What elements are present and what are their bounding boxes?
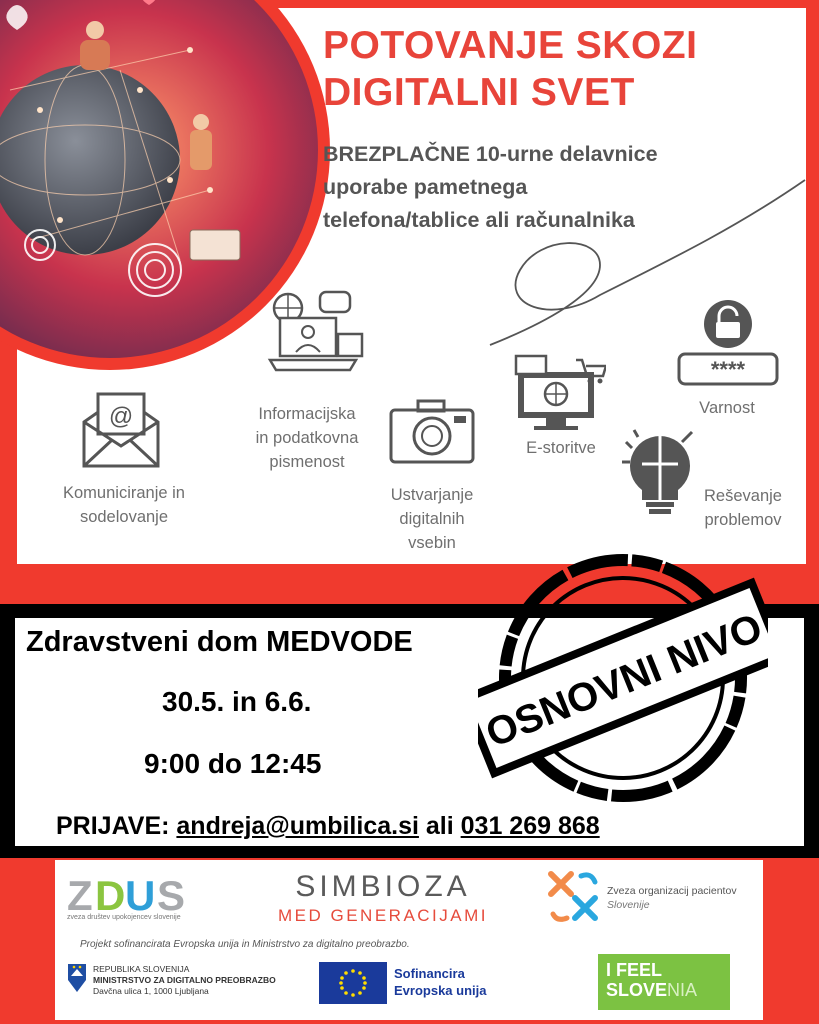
- topic-creation-line3: vsebin: [408, 534, 456, 552]
- zveza-subtitle: Slovenije: [607, 899, 650, 911]
- ministry-block: [93, 964, 276, 997]
- password-mask: ****: [710, 357, 746, 382]
- topic-information-literacy: [232, 402, 382, 474]
- eu-cofinancing-label: [394, 965, 486, 999]
- topic-problem-solving: [678, 484, 808, 532]
- ministry-name: MINISTRSTVO ZA DIGITALNO PREOBRAZBO: [93, 975, 276, 985]
- topic-creation-line2: digitalnih: [399, 510, 465, 528]
- topic-security: [672, 396, 782, 420]
- eu-line2: Evropska unija: [394, 983, 487, 998]
- svg-text:S: S: [157, 872, 185, 919]
- topic-problem-line1: Reševanje: [704, 487, 782, 505]
- poster-title-line1: POTOVANJE SKOZI: [323, 24, 698, 67]
- or-text: ali: [425, 812, 454, 840]
- eu-flag-icon: [319, 962, 387, 1004]
- subtitle-line2: uporabe pametnega: [323, 175, 528, 199]
- simbioza-subtitle: MED GENERACIJAMI: [277, 906, 489, 925]
- basic-level-stamp: [478, 548, 768, 808]
- topic-information-line3: pismenost: [269, 453, 345, 471]
- ministry-republic: REPUBLIKA SLOVENIJA: [93, 964, 190, 974]
- registration-label: PRIJAVE:: [56, 812, 170, 840]
- patients-association-logo-icon: [545, 868, 605, 924]
- topic-information-line2: in podatkovna: [255, 429, 359, 447]
- ifeel-nia: NIA: [667, 980, 698, 1000]
- event-time: 9:00 do 12:45: [144, 748, 322, 779]
- zdus-logo: [67, 870, 227, 930]
- simbioza-logo: [268, 870, 498, 930]
- stamp-text: OSNOVNI NIVO: [479, 605, 768, 757]
- envelope-at-icon: [80, 388, 162, 470]
- eu-line1: Sofinancira: [394, 966, 465, 981]
- event-location: Zdravstveni dom MEDVODE: [26, 626, 413, 658]
- svg-text:D: D: [95, 872, 125, 919]
- subtitle-line3: telefona/tablice ali računalnika: [323, 208, 635, 232]
- topic-communication-line2: sodelovanje: [79, 508, 169, 526]
- topic-e-services: [498, 436, 624, 460]
- svg-text:U: U: [125, 872, 155, 919]
- camera-icon: [388, 398, 476, 464]
- topic-creation-line1: Ustvarjanje: [390, 486, 474, 504]
- monitor-cart-icon: [514, 354, 606, 432]
- svg-text:Z: Z: [67, 872, 92, 919]
- topic-problem-line2: problemov: [704, 511, 782, 529]
- patients-association-name: [607, 884, 767, 912]
- zdus-subtitle: zveza društev upokojencev slovenije: [67, 914, 181, 921]
- email-link[interactable]: andreja@umbilica.si: [176, 812, 419, 840]
- topic-communication-line1: Komuniciranje in: [63, 484, 185, 502]
- phone-link[interactable]: 031 269 868: [460, 812, 600, 840]
- ministry-address: Davčna ulica 1, 1000 Ljubljana: [93, 986, 209, 996]
- poster-title: [323, 22, 793, 116]
- event-dates: 30.5. in 6.6.: [162, 686, 312, 717]
- ifeel-line1: I FEEL: [606, 960, 663, 980]
- svg-text:@: @: [108, 403, 134, 430]
- ifeel-slove: SLOVE: [606, 980, 668, 1000]
- topic-e-services-line1: E-storitve: [526, 439, 596, 457]
- topic-security-line1: Varnost: [699, 399, 755, 417]
- topic-content-creation: [362, 483, 502, 555]
- registration-line: [56, 812, 600, 841]
- topic-information-line1: Informacijska: [258, 405, 356, 423]
- poster-title-line2: DIGITALNI SVET: [323, 71, 635, 114]
- padlock-password-icon: [676, 298, 780, 390]
- zveza-name: Zveza organizacij pacientov: [607, 885, 737, 897]
- cofinancing-note: Projekt sofinancirata Evropska unija in Ministrstvo za digitalno preobrazbo.: [80, 939, 410, 950]
- computer-user-icon: [262, 290, 364, 372]
- i-feel-slovenia-text: [606, 960, 697, 1000]
- subtitle-line1: BREZPLAČNE 10-urne delavnice: [323, 142, 658, 166]
- slovenia-coat-of-arms-icon: [66, 962, 88, 992]
- topic-communication: [44, 481, 204, 529]
- simbioza-name: SIMBIOZA: [295, 870, 471, 903]
